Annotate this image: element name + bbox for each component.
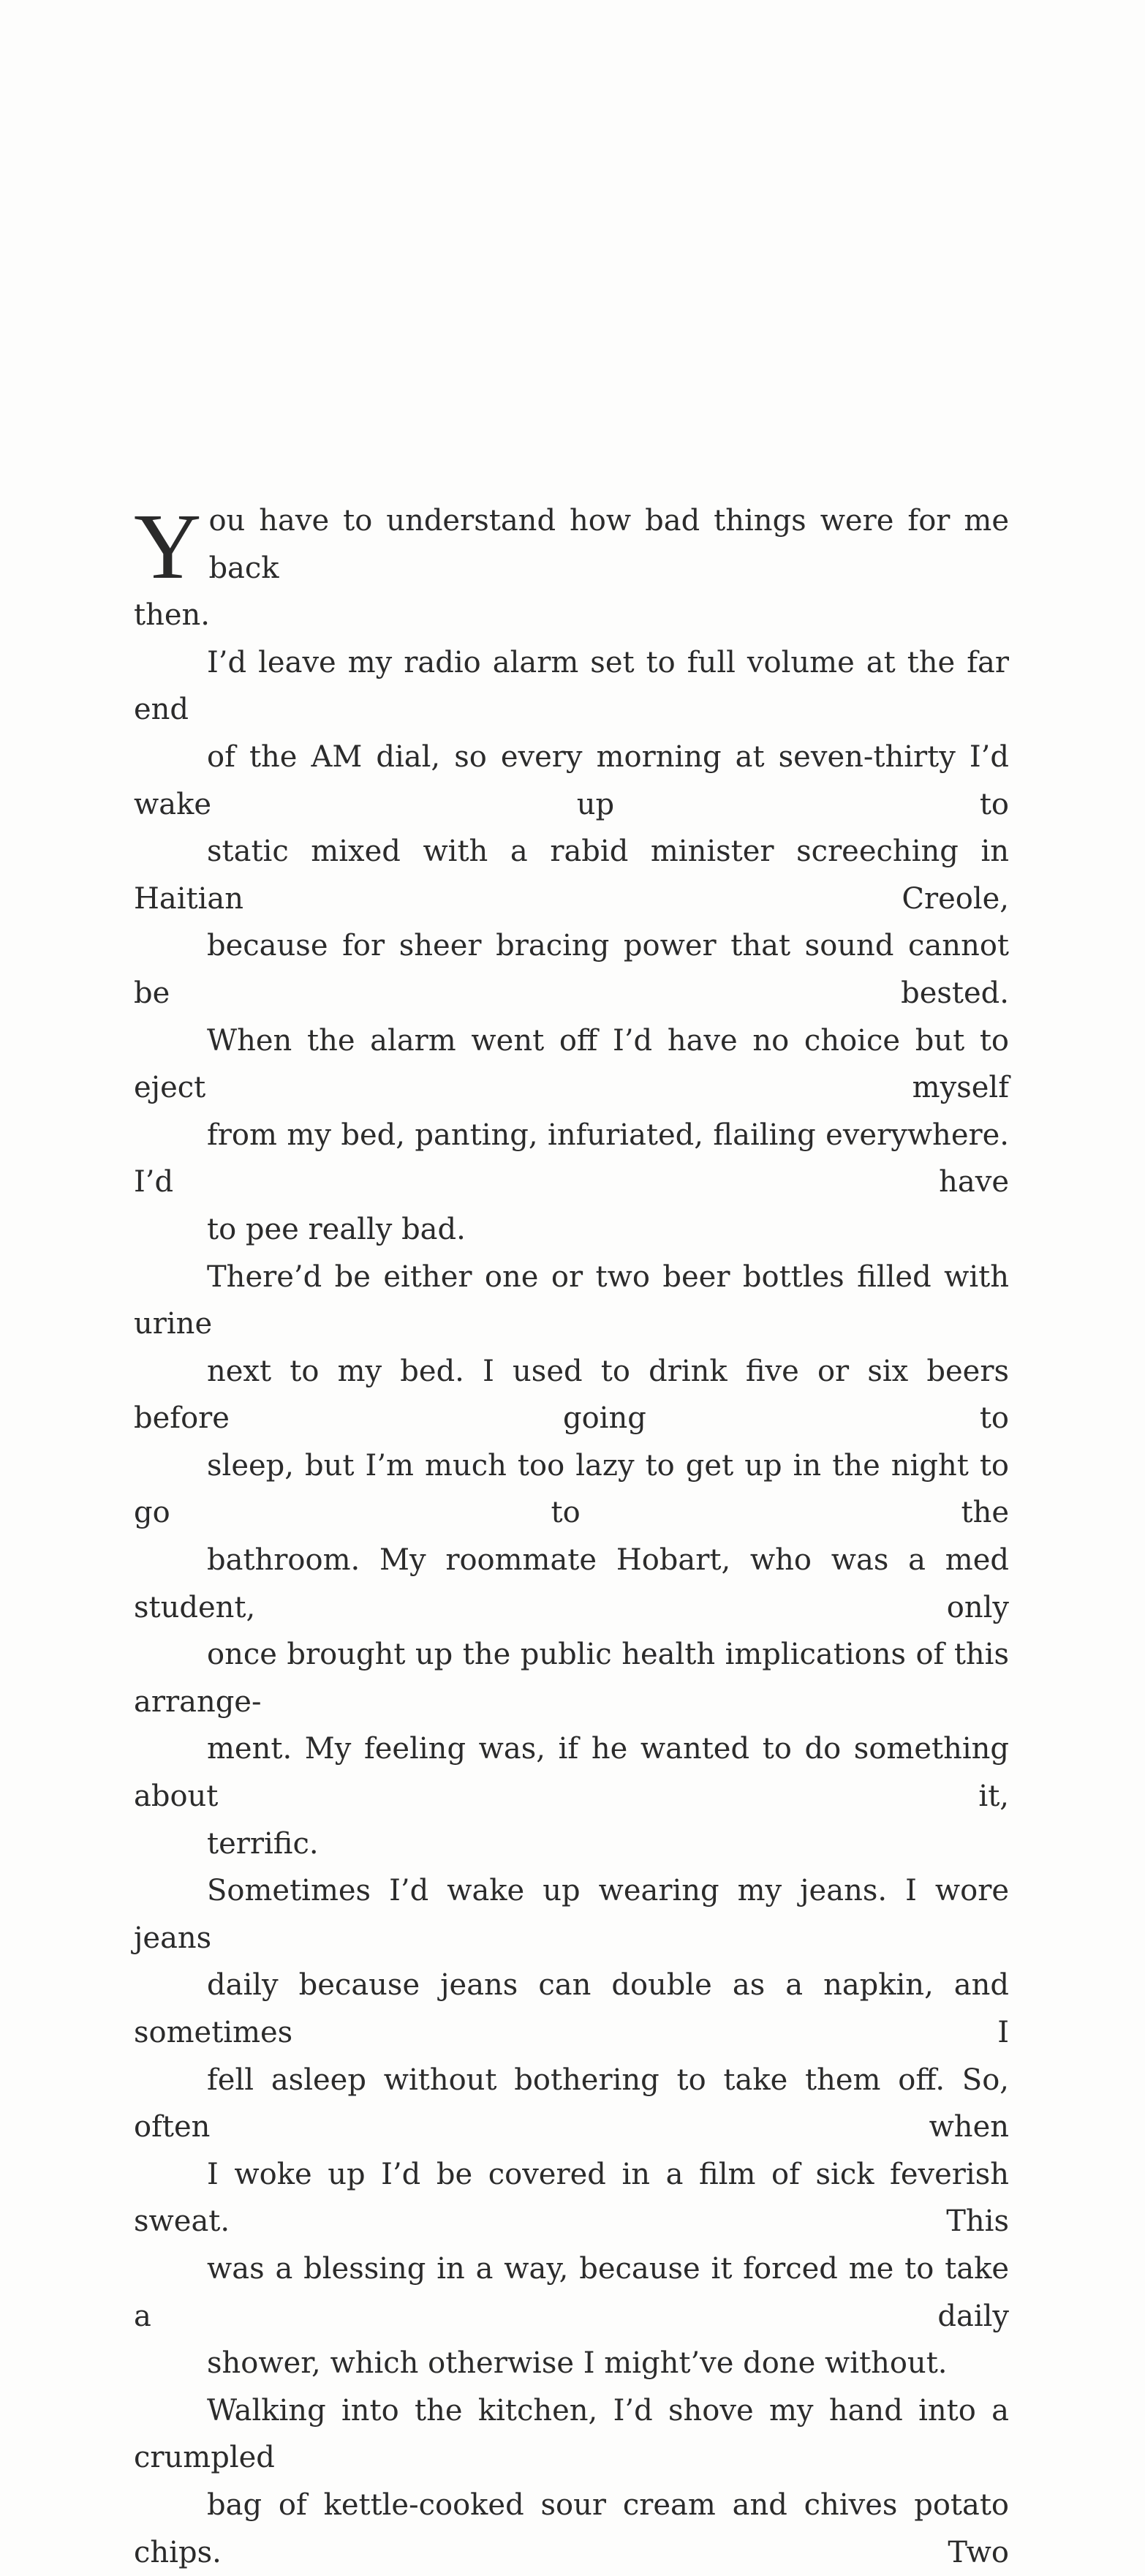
text-line: once brought up the public health implications of this arrange- xyxy=(134,1638,1009,1719)
text-line: of the AM dial, so every morning at seven-thirty I’d wake up to xyxy=(134,739,1009,821)
text-line: bag of kettle-cooked sour cream and chives potato chips. Two xyxy=(134,2488,1009,2569)
paragraph-2 xyxy=(134,639,1009,1254)
text-line: Sometimes I’d wake up wearing my jeans. I wore jeans xyxy=(134,1874,1009,1955)
text-line: terrific. xyxy=(207,1826,319,1861)
text-line: was a blessing in a way, because it forced me to take a daily xyxy=(134,2251,1009,2333)
text-line: daily because jeans can double as a napkin, and sometimes I xyxy=(134,1968,1009,2049)
text-line: bathroom. My roommate Hobart, who was a med student, only xyxy=(134,1543,1009,1624)
paragraph-5 xyxy=(134,2387,1009,2576)
text-line: Walking into the kitchen, I’d shove my hand into a crumpled xyxy=(134,2393,1009,2475)
text-line: shower, which otherwise I might’ve done without. xyxy=(207,2346,948,2381)
text-line: fell asleep without bothering to take them off. So, often when xyxy=(134,2063,1009,2144)
text-line: There’d be either one or two beer bottles filled with urine xyxy=(134,1259,1009,1341)
text-line: static mixed with a rabid minister screeching in Haitian Creole, xyxy=(134,835,1009,916)
paragraph-1 xyxy=(134,494,1009,639)
text-line: I’d leave my radio alarm set to full volume at the far end xyxy=(134,645,1009,727)
text-line: next to my bed. I used to drink five or six beers before going to xyxy=(134,1354,1009,1436)
text-line: I woke up I’d be covered in a film of sick feverish sweat. This xyxy=(134,2157,1009,2239)
text-line: because for sheer bracing power that sound cannot be bested. xyxy=(134,929,1009,1010)
drop-cap: Y xyxy=(134,494,202,598)
text-line: ou have to understand how bad things were for me back xyxy=(208,504,1009,585)
text-line: When the alarm went off I’d have no choice but to eject myself xyxy=(134,1023,1009,1105)
paragraph-4 xyxy=(134,1867,1009,2387)
text-line: then. xyxy=(134,598,210,633)
text-line: sleep, but I’m much too lazy to get up in the night to go to the xyxy=(134,1448,1009,1530)
body-text xyxy=(134,494,1009,2576)
paragraph-3 xyxy=(134,1254,1009,1868)
text-line: ment. My feeling was, if he wanted to do something about it, xyxy=(134,1732,1009,1814)
text-line: from my bed, panting, infuriated, flailing everywhere. I’d have xyxy=(134,1118,1009,1200)
text-line: to pee really bad. xyxy=(207,1212,466,1246)
